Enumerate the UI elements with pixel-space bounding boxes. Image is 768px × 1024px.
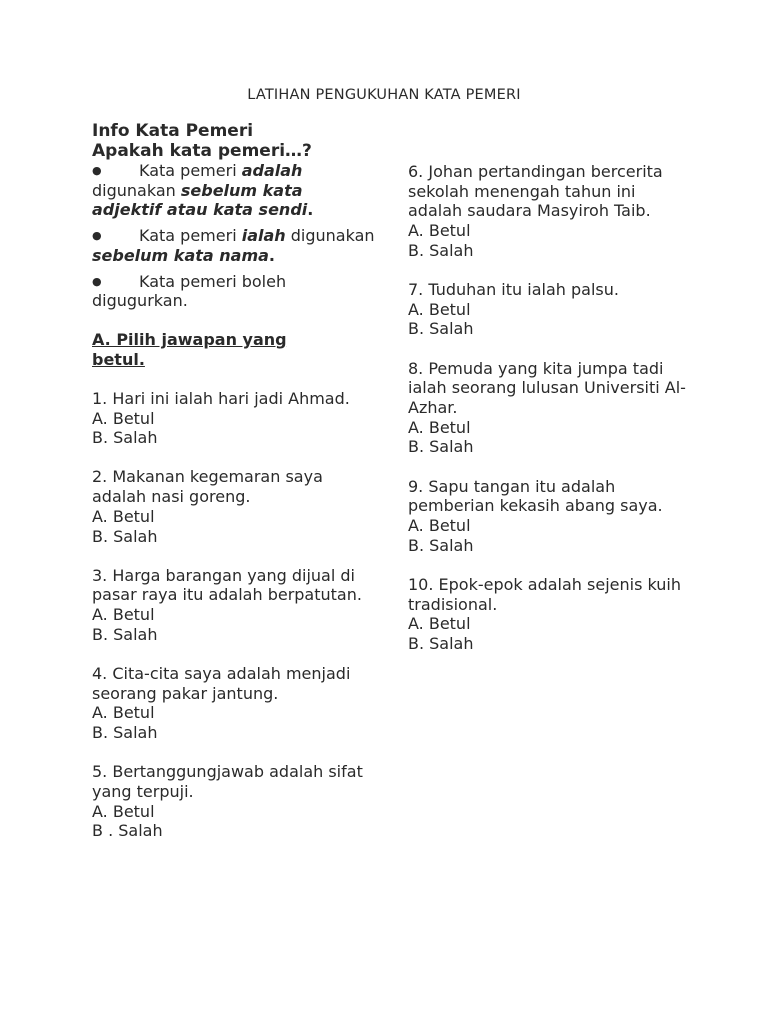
question-text: 6. Johan pertandingan bercerita sekolah menengah tahun ini adalah saudara Masyiroh Taib. xyxy=(408,162,663,221)
answer-option-a: A. Betul xyxy=(92,703,155,723)
answer-option-a: A. Betul xyxy=(408,221,471,241)
info-question-heading: Apakah kata pemeri…? xyxy=(92,141,312,161)
question-text: 9. Sapu tangan itu adalah pemberian kekasih abang saya. xyxy=(408,476,663,516)
section-heading: A. Pilih jawapan yang betul. xyxy=(92,329,287,369)
question-item xyxy=(92,389,377,448)
question-item xyxy=(408,575,693,654)
answer-option-b: B. Salah xyxy=(92,624,158,644)
answer-option-b: B. Salah xyxy=(408,437,474,457)
question-item xyxy=(408,477,693,556)
question-item xyxy=(92,467,377,546)
bullet-text: . xyxy=(307,200,314,220)
question-text: 8. Pemuda yang kita jumpa tadi ialah seorang lulusan Universiti Al-Azhar. xyxy=(408,358,686,418)
question-text: 3. Harga barangan yang dijual di pasar raya itu adalah berpatutan. xyxy=(92,565,362,605)
bullet-text: Kata pemeri xyxy=(139,226,242,246)
bullet-text: adalah xyxy=(241,161,303,180)
info-bullet xyxy=(92,161,377,220)
answer-option-a: A. Betul xyxy=(92,605,155,625)
answer-option-a: A. Betul xyxy=(408,417,471,437)
answer-option-b: B. Salah xyxy=(408,634,474,654)
question-text: 10. Epok-epok adalah sejenis kuih tradisional. xyxy=(408,574,681,614)
question-text: 4. Cita-cita saya adalah menjadi seorang pakar jantung. xyxy=(92,664,351,703)
answer-option-b: B . Salah xyxy=(92,821,163,841)
question-item xyxy=(408,359,693,458)
answer-option-a: A. Betul xyxy=(408,516,471,536)
answer-option-a: A. Betul xyxy=(92,506,155,526)
answer-option-b: B. Salah xyxy=(92,526,158,546)
info-bullet xyxy=(92,226,377,265)
bullet-text: sebelum kata adjektif atau kata sendi xyxy=(92,180,308,220)
question-item xyxy=(92,762,377,841)
answer-option-b: B. Salah xyxy=(92,428,158,448)
bullet-text: digunakan xyxy=(92,180,181,200)
question-text: 1. Hari ini ialah hari jadi Ahmad. xyxy=(92,388,350,408)
bullet-text: digunakan xyxy=(285,226,375,246)
question-item xyxy=(408,162,693,261)
answer-option-a: A. Betul xyxy=(92,408,155,428)
left-column xyxy=(92,121,377,841)
info-bullet xyxy=(92,272,377,311)
bullet-text: . xyxy=(268,245,275,265)
right-column xyxy=(408,162,693,654)
info-bullet-list xyxy=(92,161,377,311)
question-text: 7. Tuduhan itu ialah palsu. xyxy=(408,280,619,300)
answer-option-a: A. Betul xyxy=(408,299,471,319)
question-text: 5. Bertanggungjawab adalah sifat yang terpuji. xyxy=(92,762,363,802)
bullet-icon: ● xyxy=(92,164,102,177)
bullet-icon: ● xyxy=(92,274,102,288)
question-list-left xyxy=(92,389,377,841)
answer-option-a: A. Betul xyxy=(92,801,155,821)
question-text: 2. Makanan kegemaran saya adalah nasi goreng. xyxy=(92,467,323,507)
question-list-right xyxy=(408,162,693,654)
question-item xyxy=(92,566,377,645)
answer-option-b: B. Salah xyxy=(408,240,474,260)
answer-option-b: B. Salah xyxy=(92,723,158,743)
answer-option-b: B. Salah xyxy=(408,535,474,555)
bullet-text: ialah xyxy=(241,226,286,246)
question-item xyxy=(408,280,693,339)
answer-option-a: A. Betul xyxy=(408,614,471,634)
bullet-text: sebelum kata nama xyxy=(92,245,269,265)
answer-option-b: B. Salah xyxy=(408,319,474,339)
bullet-icon: ● xyxy=(92,229,102,243)
bullet-text: Kata pemeri boleh digugurkan. xyxy=(92,271,287,311)
info-heading: Info Kata Pemeri xyxy=(92,121,254,141)
page-title: LATIHAN PENGUKUHAN KATA PEMERI xyxy=(247,87,521,103)
bullet-text: Kata pemeri xyxy=(139,161,242,180)
question-item xyxy=(92,664,377,743)
